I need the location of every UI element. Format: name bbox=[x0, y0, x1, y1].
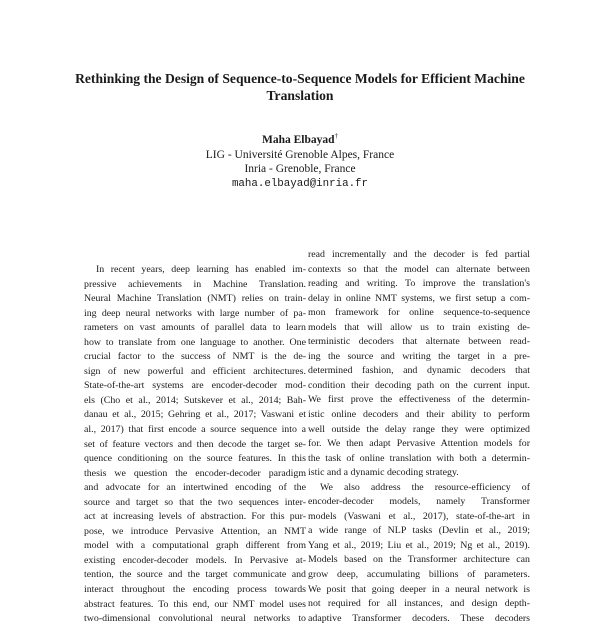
text-line: Yang et al., 2019; Liu et al., 2019; Ng et al., 2019). bbox=[308, 539, 530, 551]
text-line: pressive achievements in Machine Translation. bbox=[84, 278, 306, 290]
text-line: for. We then adapt Pervasive Attention models for bbox=[308, 438, 530, 450]
author-name: Maha Elbayad bbox=[261, 134, 335, 146]
author-email: maha.elbayad@inria.fr bbox=[231, 177, 369, 190]
text-line: istic online decoders and their ability to perform bbox=[308, 409, 530, 421]
text-line: the task of online translation with both a determin- bbox=[308, 452, 530, 464]
affiliation-1: LIG - Université Grenoble Alpes, France bbox=[205, 148, 395, 161]
text-line: not required for all instances, and design depth- bbox=[308, 598, 530, 610]
text-line: act at increasing levels of abstraction. For this pur- bbox=[84, 511, 306, 523]
text-line: danau et al., 2015; Gehring et al., 2017; Vaswani et bbox=[84, 409, 306, 421]
text-line: In recent years, deep learning has enabled im- bbox=[96, 264, 306, 275]
text-line: how to translate from one language to another. One bbox=[84, 336, 306, 348]
text-line: models that will allow us to train existing de- bbox=[308, 321, 530, 333]
text-line: State-of-the-art systems are encoder-decoder mod- bbox=[84, 380, 306, 392]
text-line: sign of new powerful and efficient architectures. bbox=[84, 365, 306, 377]
text-line: ing deep neural networks with large number of pa- bbox=[84, 307, 306, 319]
text-line: condition their decoding path on the current input. bbox=[308, 379, 530, 391]
text-line: mon framework for online sequence-to-sequence bbox=[308, 307, 530, 319]
text-line: rameters on vast amounts of parallel data to learn bbox=[84, 322, 306, 334]
text-line: existing encoder-decoder models. In Pervasive at- bbox=[84, 554, 306, 566]
text-line: Neural Machine Translation (NMT) relies on train- bbox=[84, 293, 306, 305]
right-column bbox=[308, 248, 530, 626]
affiliation-2: Inria - Grenoble, France bbox=[244, 163, 356, 175]
text-line: set of feature vectors and then decode the target se- bbox=[84, 438, 306, 450]
text-line: grow deep, accumulating billions of parameters. bbox=[308, 569, 530, 581]
text-line: model with a computational graph different from bbox=[84, 540, 306, 552]
text-line: We also address the resource-efficiency of bbox=[320, 481, 530, 493]
text-line: reading and writing. To improve the translation's bbox=[308, 278, 530, 290]
text-line: read incrementally and the decoder is fed partial bbox=[308, 249, 530, 260]
text-line: adaptive Transformer decoders. These decoders bbox=[308, 612, 530, 624]
text-line: al., 2017) that first encode a source sequence into a bbox=[84, 424, 306, 436]
left-column bbox=[84, 263, 306, 627]
text-line: determined fashion, and dynamic decoders that bbox=[308, 365, 530, 377]
text-line: models (Vaswani et al., 2017), state-of-the-art in bbox=[308, 510, 530, 522]
text-line: contexts so that the model can alternate between bbox=[308, 263, 530, 275]
text-line: and advocate for an intertwined encoding of the bbox=[84, 482, 306, 494]
text-line: thesis we question the encoder-decoder paradigm bbox=[84, 467, 306, 479]
text-line: istic and a dynamic decoding strategy. bbox=[308, 467, 459, 479]
text-line: We first prove the effectiveness of the determin- bbox=[308, 394, 530, 406]
text-line: Models based on the Transformer architecture can bbox=[308, 554, 530, 566]
author-line bbox=[150, 133, 450, 148]
text-line: source and target so that the two sequences inter- bbox=[84, 496, 306, 508]
text-line: two-dimensional convolutional neural networks to bbox=[84, 613, 306, 625]
author-footnote-mark: † bbox=[334, 132, 339, 141]
text-line: We posit that going deeper in a neural network is bbox=[308, 583, 530, 595]
text-line: abstract features. To this end, our NMT model uses bbox=[84, 598, 306, 610]
text-line: well outside the delay range they were optimized bbox=[308, 423, 530, 435]
text-line: pose, we introduce Pervasive Attention, an NMT bbox=[84, 525, 306, 537]
text-line: terministic decoders that alternate between read- bbox=[308, 336, 530, 348]
text-line: a wide range of NLP tasks (Devlin et al., 2019; bbox=[308, 525, 530, 537]
text-line: quence conditioning on the source features. In this bbox=[84, 453, 306, 465]
author-block bbox=[150, 133, 450, 191]
text-line: tention, the source and the target communicate and bbox=[84, 569, 306, 581]
text-line: els (Cho et al., 2014; Sutskever et al., 2014; Bah- bbox=[84, 394, 306, 406]
paper-title: Rethinking the Design of Sequence-to-Sequence Models for Efficient Machine Translation bbox=[75, 71, 525, 103]
text-line: interact throughout the encoding process towards bbox=[84, 584, 306, 596]
text-line: delay in online NMT systems, we first setup a com- bbox=[308, 292, 530, 304]
text-line: ing the source and writing the target in a pre- bbox=[308, 350, 530, 362]
text-line: encoder-decoder models, namely Transformer bbox=[308, 496, 530, 508]
text-line: crucial factor to the success of NMT is the de- bbox=[84, 351, 306, 363]
